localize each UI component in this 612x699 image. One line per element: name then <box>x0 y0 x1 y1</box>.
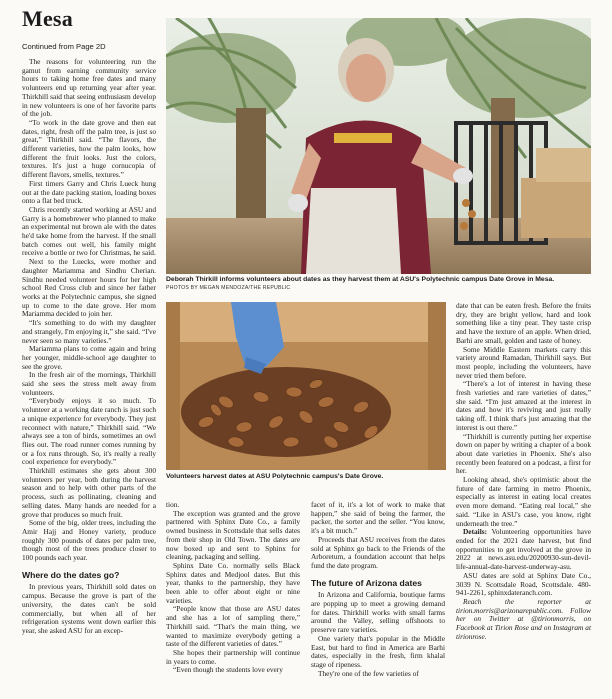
paragraph: “Even though the students love every <box>173 665 283 675</box>
paragraph: One variety that's popular in the Middle East, but hard to find in America are Barhi dates, especially in the fresh, firm khalal stage of ripeness. <box>311 633 445 669</box>
paragraph: In the fresh air of the mornings, Thirkhill said she sees the stress melt away from volunteers. <box>22 370 156 397</box>
details-text: Volunteering opportunities have ended for the 2021 date harvest, but find opportunities to get involved at the grove in 2022 at news.asu.edu/20200930-sun-devil-life-annual-date-harvest-underway-asu. <box>456 527 591 572</box>
photo-volunteer-harvest <box>166 18 591 274</box>
paragraph: The exception was granted and the grove partnered with Sphinx Date Co., a family owned business in Scottsdale that sells dates from their shop in Old Town. The dates are now boxed up and sent to Sphinx for cleaning, packaging and selling. <box>166 508 300 562</box>
paragraph: In previous years, Thirkhill sold dates on campus. Because the grove is part of the university, the dates can't be sold commercially, but when all of her refrigeration systems went down earlier this year, she asked ASU for an excep- <box>22 582 156 635</box>
column-3 <box>311 501 445 697</box>
paragraph: Proceeds that ASU receives from the dates sold at Sphinx go back to the Friends of the Arboretum, a foundation account that helps fund the date program. <box>311 534 445 570</box>
paragraph: They're one of the few varieties of <box>318 668 419 678</box>
column-1 <box>22 58 156 694</box>
paragraph: “People know that those are ASU dates and she has a lot of sampling there,” Thirkhill said. “That's the main thing, we wanted to maximize everybody getting a taste of the different varieties of dates.” <box>166 604 300 649</box>
details-label: Details: <box>463 527 488 537</box>
paragraph: The reasons for volunteering run the gamut from earning community service hours to taking home free dates and many volunteers end up returning year after year. Thirkhill said that seeing enthusiasm develop in new volunteers is one of her favorite parts of the job. <box>22 57 156 119</box>
paragraph: date that can be eaten fresh. Before the fruits dry, they are bright yellow, hard and look something like a tiny pear. They taste crisp and have the texture of an apple. When dried, Barhi are small, golden and taste of honey. <box>456 301 591 345</box>
column-4 <box>456 302 591 697</box>
paragraph: Mariamma plans to come again and bring her younger, middle-school age daughter to see the grove. <box>22 344 156 371</box>
photo-image <box>166 302 446 470</box>
column-2 <box>166 501 300 697</box>
paragraph: Next to the Luecks, were mother and daughter Mariamma and Sindhu Cherian. Sindhu needed volunteer hours for her high school Red Cross club and since her father works at the Polytechnic campus, she signed up to come to the date grove. Her mom Mariamma decided to join her. <box>22 257 156 319</box>
paragraph: “To work in the date grove and then eat dates, right, fresh off the palm tree, is just so great,” Thirkhill said. “The flavors, the different varieties, how the palm looks, how different the fruit looks. Just the colors, textures. It's just a huge cornucopia of different flavors, smells, textures.” <box>22 117 156 180</box>
paragraph: “It's something to do with my daughter and strangely, I'm enjoying it,” she said. “I've never seen so many varieties.” <box>22 318 156 345</box>
paragraph: facet of it, it's a lot of work to make that happen,” she said of being the farmer, the packer, the sorter and the seller. “You know, it's a bit much.” <box>311 500 445 536</box>
paragraph: “Everybody enjoys it so much. To volunteer at a working date ranch is just such a unique experience for everybody. They just reconnect with nature,” Thirkhill said. “We always see a ton of birds, sometimes an owl flies out. The road runner comes running by or a fox runs through. So, it's really a really cool experience for everybody.” <box>22 396 156 467</box>
photo2-caption: Volunteers harvest dates at ASU Polytechnic campus's Date Grove. <box>166 473 384 480</box>
paragraph: tion. <box>166 500 180 509</box>
jump-line: Continued from Page 2D <box>22 42 106 51</box>
paragraph: ASU dates are sold at Sphinx Date Co., 3039 N. Scottsdale Road, Scottsdale. 480-941-2261, sphinxdateranch.com. <box>456 570 591 598</box>
paragraph: “There's a lot of interest in having these fresh varieties and rare varieties of dates,” she said. “I'm just amazed at the interest in dates and how it's reviving and just really taking off. I think that's just amazing that the interest is out there.” <box>456 379 591 432</box>
details-paragraph <box>456 528 591 572</box>
section-title: Mesa <box>22 6 73 31</box>
photo-credit: PHOTOS BY MEGAN MENDOZA/THE REPUBLIC <box>166 285 291 291</box>
paragraph: Sphinx Date Co. normally sells Black Sphinx dates and Medjool dates. But this year, thanks to the partnership, they have been able to offer about eight or nine varieties. <box>166 560 300 605</box>
paragraph: Thirkhill estimates she gets about 300 volunteers per year, both during the harvest season and to help with other parts of the process, such as pollinating, cleaning and selling dates. Many hands are needed for a grove that produces so much fruit. <box>22 466 156 519</box>
photo-image <box>166 18 591 274</box>
paragraph: Chris recently started working at ASU and Garry is a homebrewer who planned to make an experimental nut brown ale with the dates he'd take home from the harvest. If the small batch comes out well, his family might receive a bottle or two for Christmas, he said. <box>22 204 156 258</box>
paragraph: First timers Garry and Chris Lueck hung out at the date packing station, loading boxes onto a flat bed truck. <box>22 178 156 206</box>
photo1-caption: Deborah Thirkill informs volunteers about dates as they harvest them at ASU's Polytechnic campus Date Grove in Mesa. <box>166 276 555 283</box>
subhead-future-arizona-dates: The future of Arizona dates <box>311 577 422 588</box>
reporter-contact: Reach the reporter at tirion.morris@arizonarepublic.com. Follow her on Twitter at @tirionmorris, on Facebook at Tirion Rose and on Instagram at tirionrose. <box>456 596 591 641</box>
paragraph: Some Middle Eastern markets carry this variety around Ramadan, Thirkhill says. But most people, including the volunteers, have never tried them before. <box>456 344 591 380</box>
paragraph: Some of the big, older trees, including the Amir Hajj and Honey variety, produce roughly 300 pounds of dates per palm tree, though most of the trees produce closer to 100 pounds each year. <box>22 518 156 563</box>
paragraph: She hopes their partnership will continue in years to come. <box>166 647 300 666</box>
paragraph: Looking ahead, she's optimistic about the future of date farming in metro Phoenix, especially as interest in eating local creates even more demand. “Eating real local,” she said. “Like in ASU's case, you know, right underneath the tree.” <box>456 475 591 528</box>
paragraph: In Arizona and California, boutique farms are popping up to meet a growing demand for dates. Thirkhill works with small farms around the Valley, selling offshoots to preserve rare varieties. <box>311 590 445 635</box>
paragraph: “Thirkhill is currently putting her expertise down on paper by writing a chapter of a book about date varieties in Phoenix. She's also recently been featured on a podcast, a first for her. <box>456 431 591 476</box>
subhead-where-dates-go: Where do the dates go? <box>22 569 120 580</box>
photo-dates-box <box>166 302 446 470</box>
